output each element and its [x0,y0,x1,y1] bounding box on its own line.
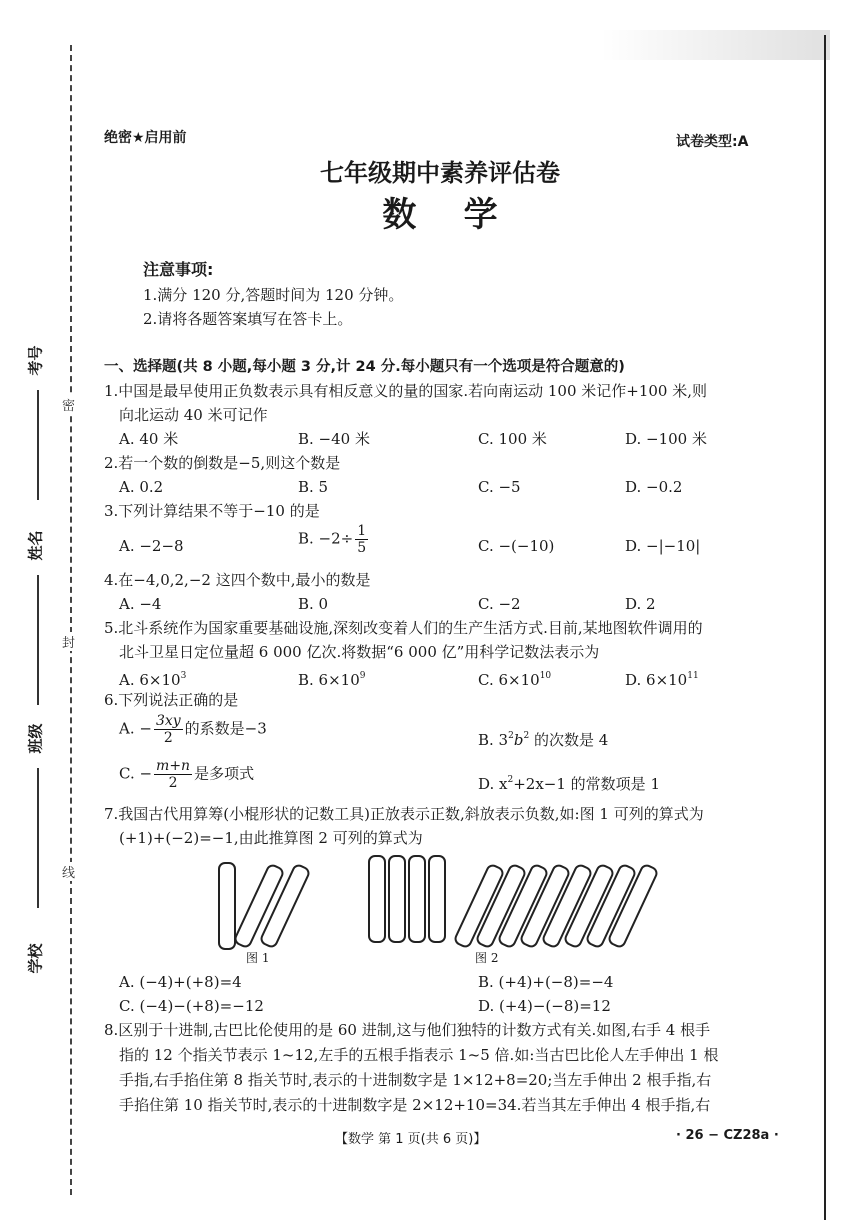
q4-option-b[interactable]: B. 0 [298,595,329,613]
binder-mark-close: 封 [62,632,75,651]
q6-option-b[interactable]: B. $3^2b^2$ 的次数是 4 [478,731,609,749]
figure-1-caption: 图 1 [246,951,270,965]
paper-type: 试卷类型:A [676,134,749,150]
field-exam-number: 考号 [26,345,45,376]
q3-option-b-prefix: B. −2÷ [298,529,354,548]
q1-option-a[interactable]: A. 40 米 [119,430,179,448]
note-item-1: 1.满分 120 分,答题时间为 120 分钟。 [143,286,404,304]
note-item-2: 2.请将各题答案填写在答卡上。 [143,310,353,328]
field-school: 学校 [26,943,45,974]
exam-title: 七年级期中素养评估卷 [320,158,560,187]
notes-heading: 注意事项: [143,260,214,279]
q7-option-d[interactable]: D. (+4)−(−8)=12 [478,997,611,1015]
upright-stick [368,855,386,943]
q6-option-a[interactable]: A. − $\frac{3xy}{2}$ 的系数是−3 [119,713,267,746]
q2-option-d[interactable]: D. −0.2 [625,478,683,496]
q8-stem-line4: 手掐住第 10 指关节时,表示的十进制数字是 2×12+10=34.若当其左手伸出 4 根手指,右 [119,1096,711,1114]
q1-stem-line2: 向北运动 40 米可记作 [119,406,268,424]
upright-stick [408,855,426,943]
figure-2-caption: 图 2 [475,951,499,965]
q3-option-a[interactable]: A. −2−8 [119,537,184,555]
paper-code: · 26 − CZ28a · [676,1128,779,1143]
field-name: 姓名 [26,530,45,561]
name-line [37,575,39,705]
binder-mark-line: 线 [62,862,75,881]
q2-option-b[interactable]: B. 5 [298,478,329,496]
q2-option-c[interactable]: C. −5 [478,478,521,496]
scan-shadow [600,30,830,60]
q5-stem-line1: 5.北斗系统作为国家重要基础设施,深刻改变着人们的生产生活方式.目前,某地图软件调用的 [104,619,703,637]
q2-option-a[interactable]: A. 0.2 [119,478,164,496]
field-class: 班级 [26,723,45,754]
subject-title: 数 学 [382,195,498,235]
q5-option-d[interactable]: D. $6\times 10^{11}$ [625,671,699,689]
exam-number-line [37,390,39,500]
upright-stick [388,855,406,943]
q8-stem-line3: 手指,右手掐住第 8 指关节时,表示的十进制数字是 1×12+8=20;当左手伸出 2 根手指,右 [119,1071,712,1089]
page-footer: 【数学 第 1 页(共 6 页)】 [335,1132,487,1147]
q1-option-d[interactable]: D. −100 米 [625,430,707,448]
page-edge [824,35,826,1220]
q3-option-b[interactable] [298,523,370,556]
q7-option-c[interactable]: C. (−4)−(+8)=−12 [119,997,264,1015]
section-heading: 一、选择题(共 8 小题,每小题 3 分,计 24 分.每小题只有一个选项是符合题意的) [104,359,625,375]
upright-stick [428,855,446,943]
q3-option-d[interactable]: D. −|−10| [625,537,701,555]
q5-option-b[interactable]: B. $6\times 10^9$ [298,671,366,689]
q7-option-a[interactable]: A. (−4)+(+8)=4 [119,973,242,991]
q6-option-c[interactable]: C. − $\frac{m+n}{2}$ 是多项式 [119,758,255,791]
fraction: $\frac{3xy}{2}$ [155,713,181,746]
q1-stem-line1: 1.中国是最早使用正负数表示具有相反意义的量的国家.若向南运动 100 米记作+100 米,则 [104,382,707,400]
q3-option-c[interactable]: C. −(−10) [478,537,555,555]
binding-dashed-line [70,45,72,1195]
q1-option-c[interactable]: C. 100 米 [478,430,547,448]
q7-option-b[interactable]: B. (+4)+(−8)=−4 [478,973,614,991]
q7-stem-line1: 7.我国古代用算筹(小棍形状的记数工具)正放表示正数,斜放表示负数,如:图 1 可列的算式为 [104,805,704,823]
q5-option-c[interactable]: C. $6\times 10^{10}$ [478,671,552,689]
fraction: $\frac{m+n}{2}$ [156,758,191,791]
upright-stick [218,862,236,950]
q5-stem-line2: 北斗卫星日定位量超 6 000 亿次.将数据“6 000 亿”用科学记数法表示为 [119,643,600,661]
q8-stem-line1: 8.区别于十进制,古巴比伦使用的是 60 进制,这与他们独特的计数方式有关.如图,右手 4 根手 [104,1021,711,1039]
q2-stem: 2.若一个数的倒数是−5,则这个数是 [104,454,341,472]
q4-stem: 4.在−4,0,2,−2 这四个数中,最小的数是 [104,571,371,589]
q7-stem-line2: (+1)+(−2)=−1,由此推算图 2 可列的算式为 [119,829,423,847]
q1-option-b[interactable]: B. −40 米 [298,430,370,448]
q3-stem: 3.下列计算结果不等于−10 的是 [104,502,320,520]
fraction: $\frac{1}{5}$ [357,523,367,556]
q6-option-d[interactable]: D. $x^2+2x-1$ 的常数项是 1 [478,775,660,793]
secret-label: 绝密★启用前 [104,130,187,146]
q8-stem-line2: 指的 12 个指关节表示 1~12,左手的五根手指表示 1~5 倍.如:当古巴比伦人左手伸出 1 根 [119,1046,719,1064]
class-line [37,768,39,908]
q5-option-a[interactable]: A. $6\times 10^3$ [119,671,187,689]
q4-option-d[interactable]: D. 2 [625,595,656,613]
q6-stem: 6.下列说法正确的是 [104,691,239,709]
q4-option-a[interactable]: A. −4 [119,595,162,613]
q4-option-c[interactable]: C. −2 [478,595,521,613]
binder-mark-seal: 密 [62,395,75,414]
